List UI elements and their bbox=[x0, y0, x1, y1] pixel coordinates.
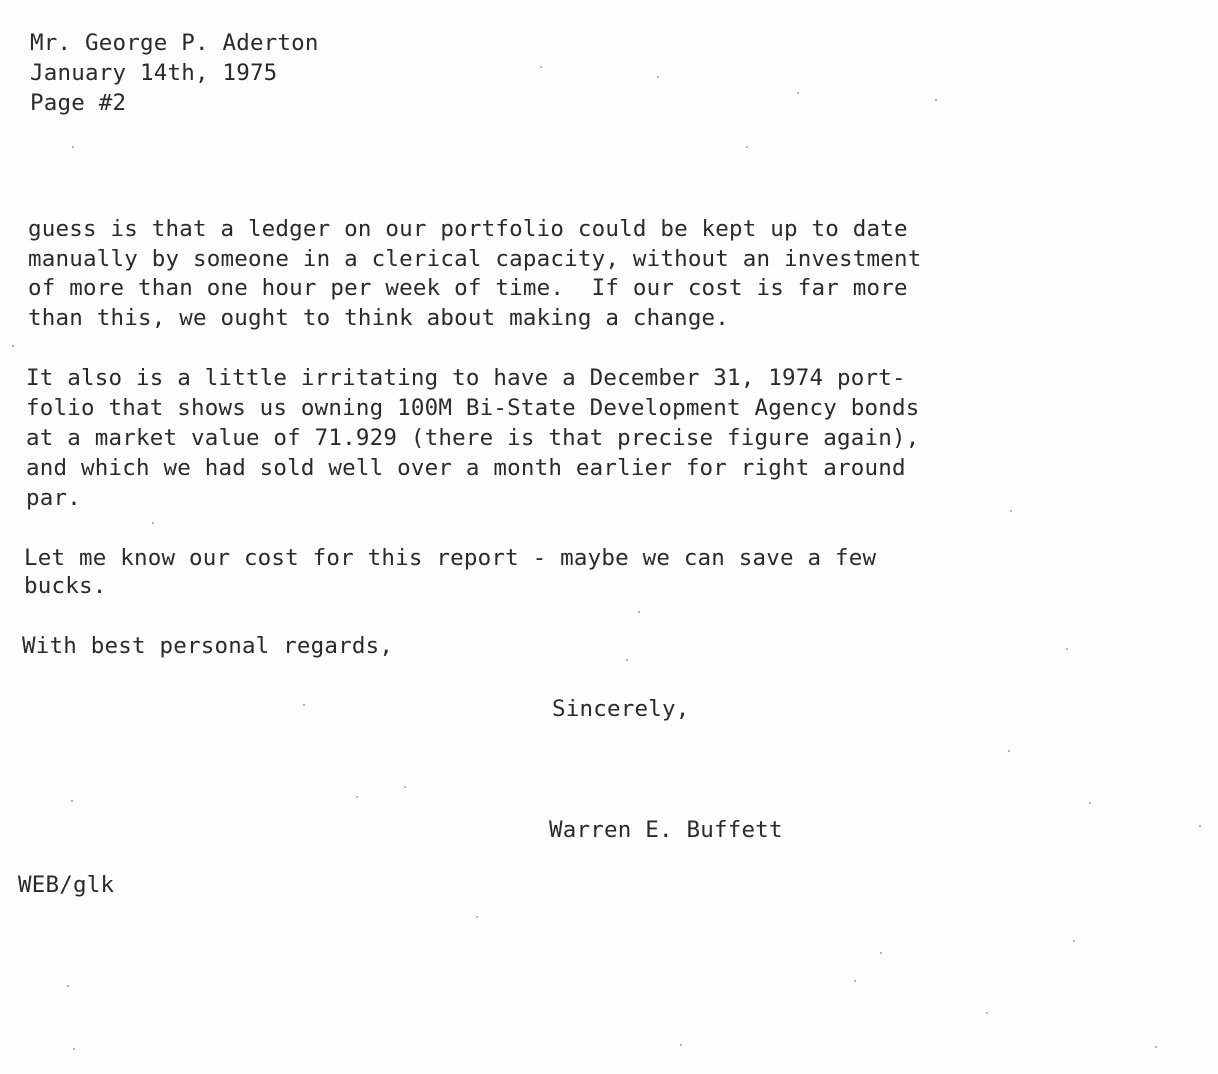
scan-speck bbox=[680, 1044, 682, 1046]
scan-speck bbox=[1010, 510, 1012, 512]
scan-speck bbox=[797, 92, 799, 94]
scan-speck bbox=[657, 76, 659, 78]
paragraph-line: and which we had sold well over a month earlier for right around bbox=[26, 455, 906, 481]
scan-speck bbox=[404, 786, 406, 788]
paragraph-line: manually by someone in a clerical capacity, without an investment bbox=[28, 246, 922, 272]
sincerely-line: Sincerely, bbox=[552, 696, 690, 722]
paragraph-line: It also is a little irritating to have a December 31, 1974 port- bbox=[26, 365, 906, 391]
scan-speck bbox=[1073, 940, 1075, 942]
scan-speck bbox=[71, 800, 73, 802]
page-number: Page #2 bbox=[30, 90, 127, 116]
scan-speck bbox=[1155, 1046, 1157, 1048]
scan-speck bbox=[638, 611, 640, 613]
paragraph-line: than this, we ought to think about making a change. bbox=[28, 305, 730, 331]
scan-speck bbox=[746, 146, 748, 148]
scan-speck bbox=[540, 66, 542, 68]
paragraph-line: of more than one hour per week of time. If our cost is far more bbox=[28, 275, 908, 301]
paragraph-line: folio that shows us owning 100M Bi-State Development Agency bonds bbox=[26, 395, 920, 421]
regards-line: With best personal regards, bbox=[22, 633, 394, 659]
scan-speck bbox=[986, 1012, 988, 1014]
scan-speck bbox=[152, 522, 154, 524]
date-line: January 14th, 1975 bbox=[30, 60, 278, 86]
paragraph-line: at a market value of 71.929 (there is that precise figure again), bbox=[26, 425, 920, 451]
paragraph-line: guess is that a ledger on our portfolio could be kept up to date bbox=[28, 216, 908, 242]
typist-initials: WEB/glk bbox=[18, 872, 115, 898]
scan-speck bbox=[12, 345, 14, 347]
scan-speck bbox=[356, 796, 358, 798]
scan-speck bbox=[72, 146, 74, 148]
recipient-line: Mr. George P. Aderton bbox=[30, 30, 319, 56]
scan-speck bbox=[303, 704, 305, 706]
scan-speck bbox=[626, 659, 628, 661]
scan-speck bbox=[73, 1048, 75, 1050]
scan-speck bbox=[1066, 648, 1068, 650]
scan-speck bbox=[935, 99, 937, 101]
scan-speck bbox=[880, 952, 882, 954]
paragraph-line: Let me know our cost for this report - maybe we can save a few bbox=[24, 545, 877, 571]
scan-speck bbox=[1089, 802, 1091, 804]
paragraph-line: bucks. bbox=[24, 573, 107, 599]
scan-speck bbox=[476, 916, 478, 918]
scan-speck bbox=[1008, 750, 1010, 752]
scan-speck bbox=[1199, 825, 1201, 827]
scan-speck bbox=[854, 980, 856, 982]
signature-name: Warren E. Buffett bbox=[549, 817, 783, 843]
scan-speck bbox=[67, 985, 69, 987]
paragraph-line: par. bbox=[26, 485, 81, 511]
